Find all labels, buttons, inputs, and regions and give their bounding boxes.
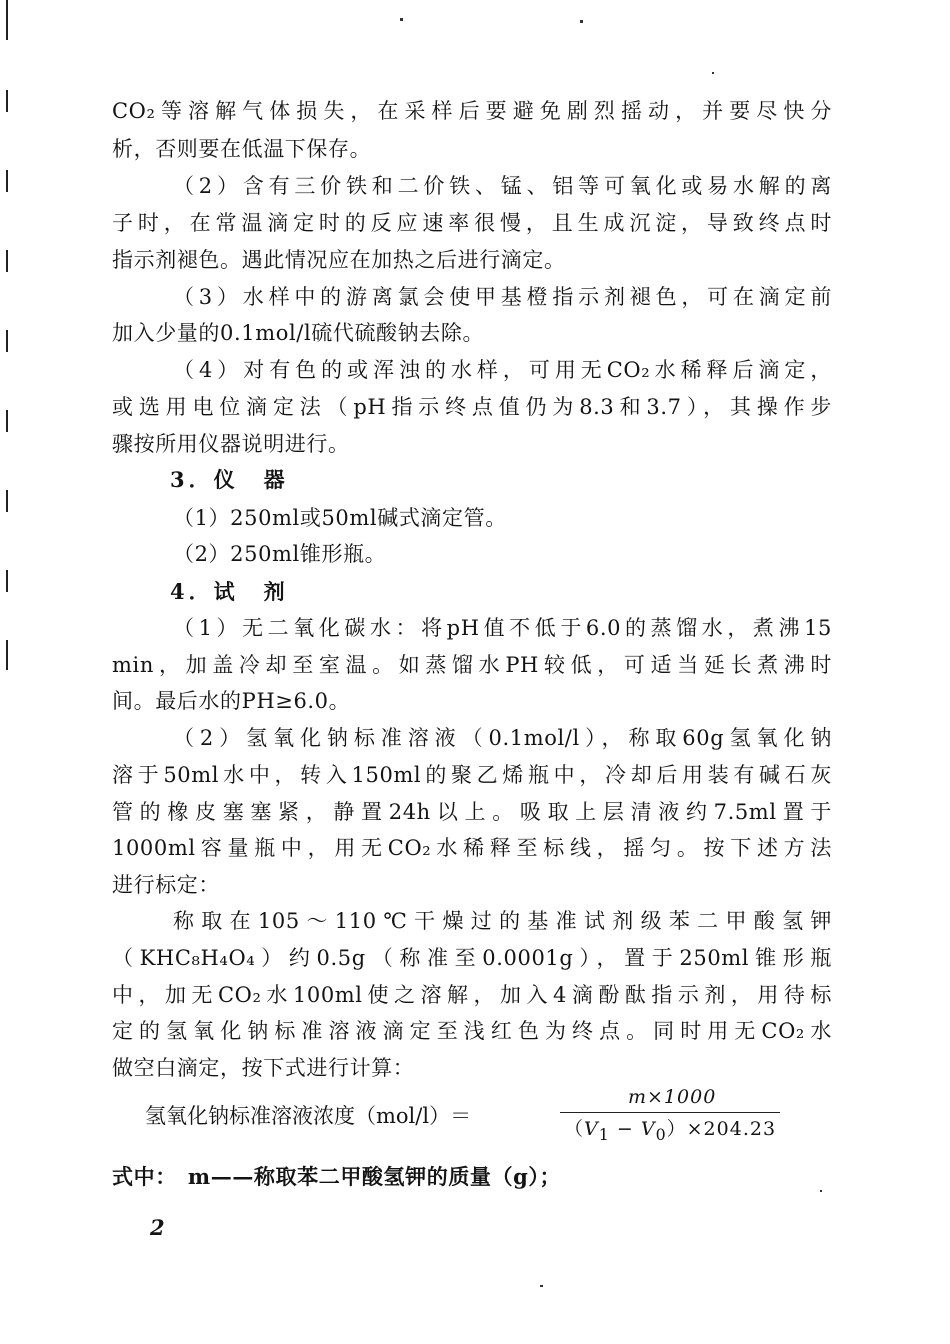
binding-mark [6,170,8,192]
denominator-open: （ [564,1118,585,1140]
text-line: 子时，在常温滴定时的反应速率很慢，且生成沉淀，导致终点时 [112,211,832,235]
text-line: 进行标定： [112,873,220,897]
text-line: 溶于50ml水中，转入150ml的聚乙烯瓶中，冷却后用装有碱石灰 [112,763,832,787]
text-line: 定的氢氧化钠标准溶液滴定至浅红色为终点。同时用无CO₂水 [112,1019,832,1043]
text-line: CO₂等溶解气体损失，在采样后要避免剧烈摇动，并要尽快分 [112,99,832,123]
text-line: （2）含有三价铁和二价铁、锰、铝等可氧化或易水解的离 [173,174,832,198]
text-line: 骤按所用仪器说明进行。 [112,432,350,456]
text-line: 析，否则要在低温下保存。 [112,137,372,161]
v1-symbol: V [584,1118,599,1140]
scan-speck [712,72,714,74]
formula-numerator: m×1000 [628,1086,717,1108]
text-line: （2）250ml锥形瓶。 [173,542,387,566]
binding-mark [6,330,8,352]
v0-subscript: 0 [655,1124,667,1144]
text-line: 指示剂褪色。遇此情况应在加热之后进行滴定。 [112,248,566,272]
text-line: （KHC₈H₄O₄）约0.5g（称准至0.0001g），置于250ml锥形瓶 [112,946,832,970]
binding-mark [6,570,8,592]
v1-subscript: 1 [598,1124,610,1144]
fraction-bar [560,1112,780,1113]
minus-sign: − [609,1118,641,1140]
text-line: 1000ml容量瓶中，用无CO₂水稀释至标线，摇匀。按下述方法 [112,836,832,860]
binding-mark [6,250,8,272]
binding-mark [6,90,8,112]
scan-speck [540,1285,543,1287]
text-line: 管的橡皮塞塞紧，静置24h以上。吸取上层清液约7.5ml置于 [112,800,832,824]
text-line: 加入少量的0.1mol/l硫代硫酸钠去除。 [112,321,485,345]
text-line: 间。最后水的PH≥6.0。 [112,689,351,713]
page-number: 2 [150,1215,165,1240]
binding-mark [6,490,8,512]
text-line: （2）氢氧化钠标准溶液（0.1mol/l），称取60g氢氧化钠 [173,726,832,750]
v0-symbol: V [640,1118,656,1140]
scan-speck [400,18,403,21]
text-line: min，加盖冷却至室温。如蒸馏水PH较低，可适当延长煮沸时 [112,653,832,677]
binding-edge [0,0,20,700]
binding-mark [6,640,8,670]
text-line: （1）250ml或50ml碱式滴定管。 [173,506,507,530]
binding-mark [6,410,8,432]
binding-mark [6,0,8,40]
formula-label: 氢氧化钠标准溶液浓度（mol/l）＝ [145,1104,472,1128]
formula-legend-line: 式中： m——称取苯二甲酸氢钾的质量（g）； [112,1164,562,1189]
text-line: 或选用电位滴定法（pH指示终点值仍为8.3和3.7），其操作步 [112,395,832,419]
text-line: 中，加无CO₂水100ml使之溶解，加入4滴酚酞指示剂，用待标 [112,983,832,1007]
text-line: （4）对有色的或浑浊的水样，可用无CO₂水稀释后滴定， [173,358,832,382]
section-heading-instruments: 3．仪 器 [170,467,289,492]
text-line: （1）无二氧化碳水：将pH值不低于6.0的蒸馏水，煮沸15 [173,616,832,640]
text-line: 做空白滴定，按下式进行计算： [112,1056,415,1080]
scan-speck [580,20,583,23]
section-heading-reagents: 4．试 剂 [170,579,289,604]
text-line: （3）水样中的游离氯会使甲基橙指示剂褪色，可在滴定前 [173,285,832,309]
formula-fraction [540,1086,840,1146]
text-line: 称取在105～110℃干燥过的基准试剂级苯二甲酸氢钾 [173,909,832,933]
denominator-tail: ）×204.23 [666,1118,777,1140]
formula-denominator [564,1114,776,1144]
